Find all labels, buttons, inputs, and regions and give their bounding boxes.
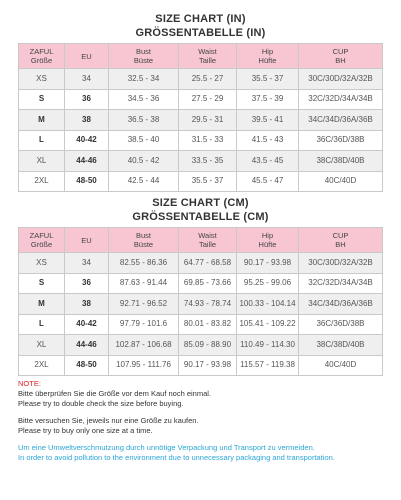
cell-hip: 90.17 - 93.98 <box>237 253 299 274</box>
table-row <box>19 171 383 192</box>
cell-size: M <box>19 110 65 131</box>
table-row <box>19 151 383 172</box>
cell-bust: 82.55 - 86.36 <box>109 253 179 274</box>
header-cup: CUP BH <box>299 44 383 69</box>
header-cup: CUP BH <box>299 228 383 253</box>
cell-hip: 110.49 - 114.30 <box>237 335 299 356</box>
table-row <box>19 110 383 131</box>
cell-size: 2XL <box>19 355 65 376</box>
header-eu: EU <box>65 228 109 253</box>
cell-eu: 48-50 <box>65 355 109 376</box>
cell-cup: 40C/40D <box>299 355 383 376</box>
cell-cup: 38C/38D/40B <box>299 151 383 172</box>
cell-hip: 35.5 - 37 <box>237 69 299 90</box>
cell-hip: 39.5 - 41 <box>237 110 299 131</box>
cell-waist: 64.77 - 68.58 <box>179 253 237 274</box>
header-hip: Hip Hüfte <box>237 228 299 253</box>
title-en: SIZE CHART (IN) <box>155 13 246 25</box>
note-label: NOTE: <box>18 379 41 388</box>
notes-section <box>18 379 383 463</box>
table-row <box>19 130 383 151</box>
spacer <box>18 436 383 443</box>
note-line: Please try to buy only one size at a time. <box>18 426 153 435</box>
cell-waist: 85.09 - 88.90 <box>179 335 237 356</box>
cell-cup: 34C/34D/36A/36B <box>299 294 383 315</box>
cell-bust: 40.5 - 42 <box>109 151 179 172</box>
note-line: Bitte versuchen Sie, jeweils nur eine Größe zu kaufen. <box>18 416 199 425</box>
cell-eu: 36 <box>65 273 109 294</box>
cell-hip: 37.5 - 39 <box>237 89 299 110</box>
cell-waist: 25.5 - 27 <box>179 69 237 90</box>
environment-note-en: In order to avoid pollution to the environment due to unnecessary packaging and transportation. <box>18 453 335 462</box>
cell-bust: 97.79 - 101.6 <box>109 314 179 335</box>
cell-size: S <box>19 89 65 110</box>
table-row <box>19 355 383 376</box>
table-row <box>19 69 383 90</box>
cell-waist: 69.85 - 73.66 <box>179 273 237 294</box>
cell-waist: 33.5 - 35 <box>179 151 237 172</box>
cell-cup: 38C/38D/40B <box>299 335 383 356</box>
title-de: GRÖSSENTABELLE (CM) <box>132 211 269 223</box>
size-table-in <box>18 43 383 192</box>
cell-eu: 34 <box>65 69 109 90</box>
cell-eu: 34 <box>65 253 109 274</box>
environment-note-de: Um eine Umweltverschmutzung durch unnötige Verpackung und Transport zu vermeiden. <box>18 443 315 452</box>
note-line: Please try to double check the size before buying. <box>18 399 184 408</box>
cell-size: L <box>19 130 65 151</box>
header-size: ZAFUL Größe <box>19 44 65 69</box>
cell-waist: 29.5 - 31 <box>179 110 237 131</box>
header-bust: Bust Büste <box>109 228 179 253</box>
cell-waist: 27.5 - 29 <box>179 89 237 110</box>
spacer <box>18 409 383 416</box>
table-row <box>19 253 383 274</box>
cell-size: XL <box>19 335 65 356</box>
table-row <box>19 89 383 110</box>
cell-cup: 40C/40D <box>299 171 383 192</box>
cell-hip: 41.5 - 43 <box>237 130 299 151</box>
header-waist: Waist Taille <box>179 228 237 253</box>
cell-hip: 43.5 - 45 <box>237 151 299 172</box>
cell-cup: 30C/30D/32A/32B <box>299 253 383 274</box>
table-header-row <box>19 44 383 69</box>
cell-waist: 31.5 - 33 <box>179 130 237 151</box>
cell-size: XS <box>19 69 65 90</box>
cell-bust: 107.95 - 111.76 <box>109 355 179 376</box>
cell-cup: 34C/34D/36A/36B <box>299 110 383 131</box>
cell-eu: 38 <box>65 294 109 315</box>
cell-bust: 92.71 - 96.52 <box>109 294 179 315</box>
table-header-row <box>19 228 383 253</box>
cell-size: 2XL <box>19 171 65 192</box>
table-row <box>19 314 383 335</box>
cell-waist: 35.5 - 37 <box>179 171 237 192</box>
header-eu: EU <box>65 44 109 69</box>
cell-hip: 105.41 - 109.22 <box>237 314 299 335</box>
cell-eu: 36 <box>65 89 109 110</box>
cell-size: XS <box>19 253 65 274</box>
cell-eu: 44-46 <box>65 151 109 172</box>
cell-hip: 115.57 - 119.38 <box>237 355 299 376</box>
cell-bust: 87.63 - 91.44 <box>109 273 179 294</box>
table-row <box>19 294 383 315</box>
cell-cup: 36C/36D/38B <box>299 130 383 151</box>
table-row <box>19 335 383 356</box>
header-hip: Hip Hüfte <box>237 44 299 69</box>
cell-eu: 38 <box>65 110 109 131</box>
size-table-cm <box>18 227 383 376</box>
cell-bust: 34.5 - 36 <box>109 89 179 110</box>
title-en: SIZE CHART (CM) <box>152 197 249 209</box>
cell-size: M <box>19 294 65 315</box>
cell-eu: 44-46 <box>65 335 109 356</box>
cell-cup: 32C/32D/34A/34B <box>299 273 383 294</box>
cell-eu: 40-42 <box>65 314 109 335</box>
header-waist: Waist Taille <box>179 44 237 69</box>
cell-bust: 42.5 - 44 <box>109 171 179 192</box>
header-bust: Bust Büste <box>109 44 179 69</box>
cell-cup: 30C/30D/32A/32B <box>299 69 383 90</box>
cell-hip: 100.33 - 104.14 <box>237 294 299 315</box>
cell-hip: 45.5 - 47 <box>237 171 299 192</box>
title-de: GRÖSSENTABELLE (IN) <box>135 27 266 39</box>
cell-cup: 36C/36D/38B <box>299 314 383 335</box>
cell-cup: 32C/32D/34A/34B <box>299 89 383 110</box>
cell-bust: 38.5 - 40 <box>109 130 179 151</box>
cell-size: L <box>19 314 65 335</box>
cell-bust: 32.5 - 34 <box>109 69 179 90</box>
header-size: ZAFUL Größe <box>19 228 65 253</box>
cell-size: XL <box>19 151 65 172</box>
cell-bust: 36.5 - 38 <box>109 110 179 131</box>
cell-eu: 40-42 <box>65 130 109 151</box>
cell-hip: 95.25 - 99.06 <box>237 273 299 294</box>
size-chart-cm-title <box>18 196 383 224</box>
cell-waist: 74.93 - 78.74 <box>179 294 237 315</box>
cell-waist: 80.01 - 83.82 <box>179 314 237 335</box>
table-row <box>19 273 383 294</box>
cell-eu: 48-50 <box>65 171 109 192</box>
note-line: Bitte überprüfen Sie die Größe vor dem Kauf noch einmal. <box>18 389 212 398</box>
cell-bust: 102.87 - 106.68 <box>109 335 179 356</box>
size-chart-in-title <box>18 12 383 40</box>
cell-waist: 90.17 - 93.98 <box>179 355 237 376</box>
cell-size: S <box>19 273 65 294</box>
